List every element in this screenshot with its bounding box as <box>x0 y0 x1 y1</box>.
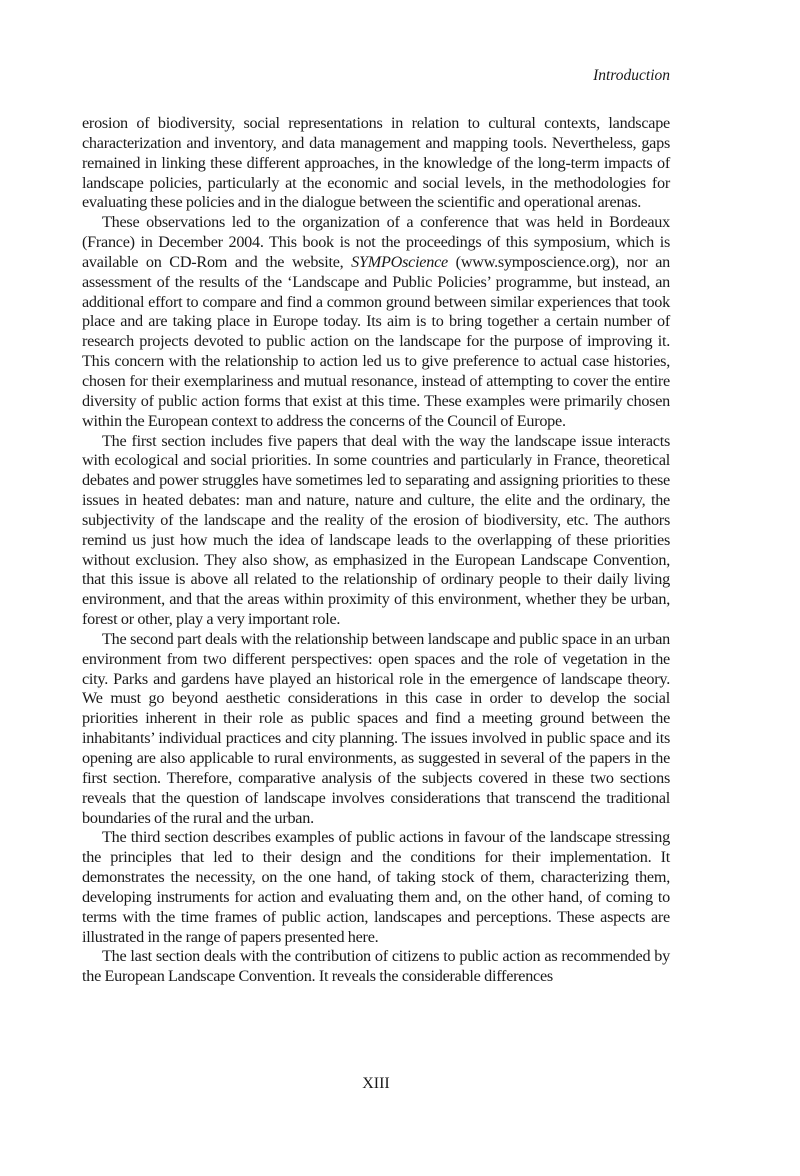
page-number: XIII <box>362 1075 390 1092</box>
paragraph-continued: erosion of biodiversity, social representations in relation to cultural contexts, landscape characterization and inventory, and data management and mapping tools. Nevertheless, gaps remained in linking these different approaches, in the knowledge of the long-term impacts of landscape policies, particularly at the economic and social levels, in the methodologies for evaluating these policies and in the dialogue between the scientific and operational arenas. <box>82 114 670 212</box>
paragraph-last-section: The last section deals with the contribution of citizens to public action as recommended by the European Landscape Convention. It reveals the considerable differences <box>82 947 670 986</box>
paragraph-second-part: The second part deals with the relationship between landscape and public space in an urban environment from two different perspectives: open spaces and the role of vegetation in the city. Parks and gardens have played an historical role in the emergence of landscape theory. We must go beyond aesthetic considerations in this case in order to develop the social priorities inherent in their role as public spaces and find a meeting ground between the inhabitants’ individual practices and city planning. The issues involved in public space and its opening are also applicable to rural environments, as suggested in several of the papers in the first section. Therefore, comparative analysis of the subjects covered in these two sections reveals that the question of landscape involves considerations that transcend the traditional boundaries of the rural and the urban. <box>82 629 670 827</box>
paragraph-text: (www.symposcience.org), nor an assessment of the results of the ‘Landscape and Public Policies’ programme, but instead, an additional effort to compare and find a common ground between similar experiences that took place and are taking place in Europe today. Its aim is to bring together a certain number of research projects devoted to public action on the landscape for the purpose of improving it. This concern with the relationship to action led us to give preference to actual case histories, chosen for their exemplariness and mutual resonance, instead of attempting to cover the entire diversity of public action forms that exist at this time. These examples were primarily chosen within the European context to address the concerns of the Council of Europe. <box>82 252 671 430</box>
running-head: Introduction <box>593 67 670 84</box>
body-text <box>82 114 670 987</box>
paragraph-third-section: The third section describes examples of public actions in favour of the landscape stressing the principles that led to their design and the conditions for their implementation. It demonstrates the necessity, on the one hand, of taking stock of them, characterizing them, developing instruments for action and evaluating them and, on the other hand, of coming to terms with the time frames of public action, landscapes and perceptions. These aspects are illustrated in the range of papers presented here. <box>82 828 670 946</box>
paragraph-conference <box>82 213 670 431</box>
paragraph-first-section: The first section includes five papers that deal with the way the landscape issue interacts with ecological and social priorities. In some countries and particularly in France, theoretical debates and power struggles have sometimes led to separating and assigning priorities to these issues in heated debates: man and nature, nature and culture, the elite and the ordinary, the subjectivity of the landscape and the reality of the erosion of biodiversity, etc. The authors remind us just how much the idea of landscape leads to the overlapping of these priorities without exclusion. They also show, as emphasized in the European Landscape Convention, that this issue is above all related to the relationship of ordinary people to their daily living environment, and that the areas within proximity of this environment, whether they be urban, forest or other, play a very important role. <box>82 431 670 629</box>
italic-title: SYMPOscience <box>351 252 448 271</box>
paragraph-text: These observations led to the organization of a conference that was held in Bordeaux (France) in December 2004. This book is not the proceedings of this symposium, which is available on CD-Rom and the website, <box>82 213 670 271</box>
